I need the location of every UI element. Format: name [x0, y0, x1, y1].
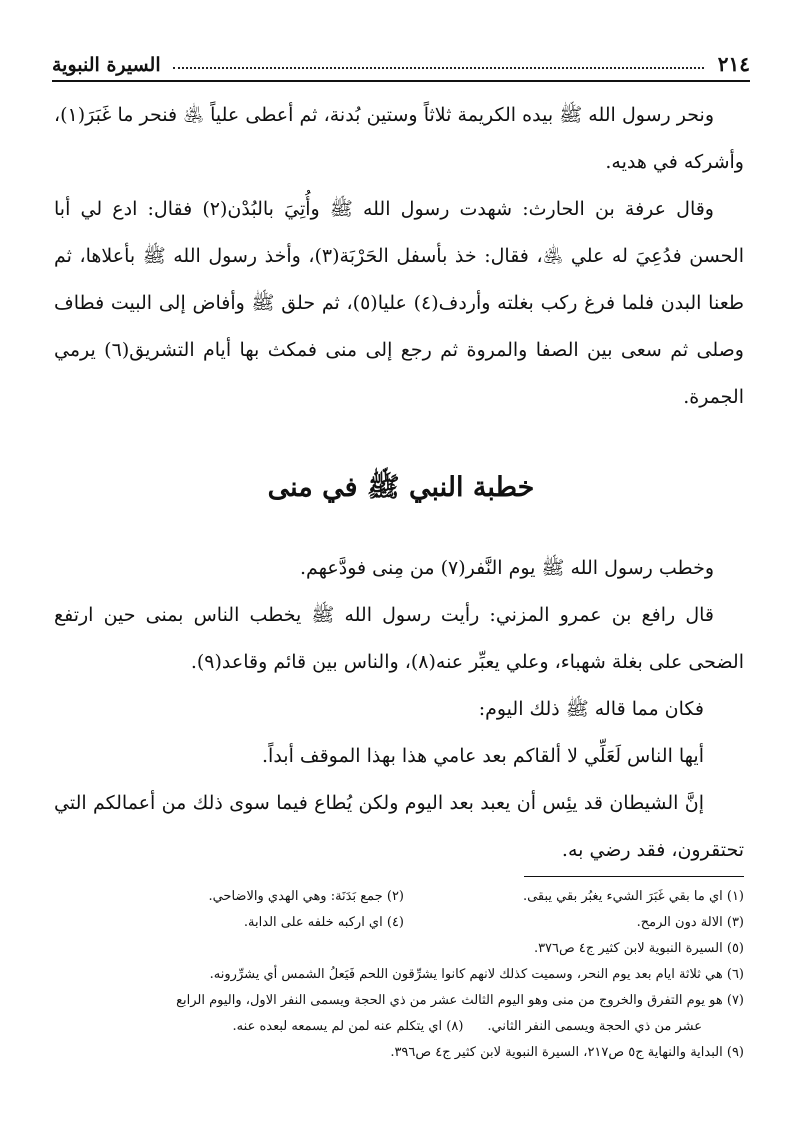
body-top	[54, 92, 744, 421]
paragraph-said-that-day: فكان مما قاله ﷺ ذلك اليوم:	[478, 698, 704, 720]
body-bottom	[54, 545, 744, 874]
footnote-row-1-2	[44, 884, 744, 910]
footnote-2: (٢) جمع بَدَنَة: وهي الهدي والاضاحي.	[208, 889, 404, 904]
header-dot-leader	[173, 66, 704, 69]
footnote-9: (٩) البداية والنهاية ج٥ ص٢١٧، السيرة النبوية لابن كثير ج٤ ص٣٩٦.	[390, 1045, 744, 1060]
footnote-row-3-4	[44, 910, 744, 936]
footnote-8: (٨) اي يتكلم عنه لمن لم يسمعه لبعده عنه.	[232, 1019, 464, 1034]
paragraph-arafa-narration: وقال عرفة بن الحارث: شهدت رسول الله ﷺ وأُتِيَ بالبُدْن(٢) فقال: ادع لي أبا الحسن فدُعِيَ له علي ﵁، فقال: خذ بأسفل الحَرْبَة(٣)، وأخذ رسول الله ﷺ بأعلاها، ثم طعنا البدن فلما فرغ ركب بغلته وأردف(٤) عليا(٥)، ثم حلق ﷺ وأفاض إلى البيت فطاف وصلى ثم سعى بين الصفا والمروة ثم رجع إلى منى فمكث بها أيام التشريق(٦) يرمي الجمرة.	[54, 198, 744, 408]
footnote-7-8-line	[44, 1014, 744, 1040]
page-number: ٢١٤	[717, 52, 750, 76]
paragraph-sermon-quote-1: أيها الناس لَعَلِّي لا ألقاكم بعد عامي هذا بهذا الموقف أبداً.	[262, 745, 704, 767]
paragraph-sacrifice: ونحر رسول الله ﷺ بيده الكريمة ثلاثاً وستين بُدنة، ثم أعطى علياً ﵁ فنحر ما غَبَرَ(١)، وأشركه في هديه.	[54, 104, 744, 173]
footnote-7: (٧) هو يوم التفرق والخروج من منى وهو اليوم الثالث عشر من ذي الحجة ويسمى النفر الاول، واليوم الرابع	[176, 993, 744, 1008]
section-title: خطبة النبي ﷺ في منى	[267, 472, 535, 503]
footnote-6: (٦) هي ثلاثة ايام بعد يوم النحر، وسميت كذلك لانهم كانوا يشرِّقون اللحم فَيَعلُ الشمس أي يشرِّرونه.	[209, 967, 744, 982]
footnotes	[44, 884, 744, 1066]
footnote-7-continued: عشر من ذي الحجة ويسمى النفر الثاني.	[487, 1019, 702, 1034]
paragraph-sermon-intro: وخطب رسول الله ﷺ يوم النَّفر(٧) من مِنى فودَّعهم.	[299, 557, 714, 579]
running-title: السيرة النبوية	[52, 54, 161, 76]
footnote-5: (٥) السيرة النبوية لابن كثير ج٤ ص٣٧٦.	[533, 941, 744, 956]
footnote-1: (١) اي ما بقي غَبَرَ الشيء يغبُر بقي يبقى.	[522, 889, 744, 904]
footnote-4: (٤) اي اركبه خلفه على الدابة.	[243, 915, 404, 930]
footnote-rule	[524, 876, 744, 877]
paragraph-rafi-narration: قال رافع بن عمرو المزني: رأيت رسول الله ﷺ يخطب الناس بمنى حين ارتفع الضحى على بغلة شهباء، وعلي يعبِّر عنه(٨)، والناس بين قائم وقاعد(٩).	[54, 604, 744, 673]
paragraph-sermon-quote-2: إنَّ الشيطان قد يئِس أن يعبد بعد اليوم ولكن يُطاع فيما سوى ذلك من أعمالكم التي تحتقرون، فقد رضي به.	[54, 792, 744, 861]
page-header	[52, 46, 750, 82]
footnote-3: (٣) الالة دون الرمح.	[636, 915, 744, 930]
